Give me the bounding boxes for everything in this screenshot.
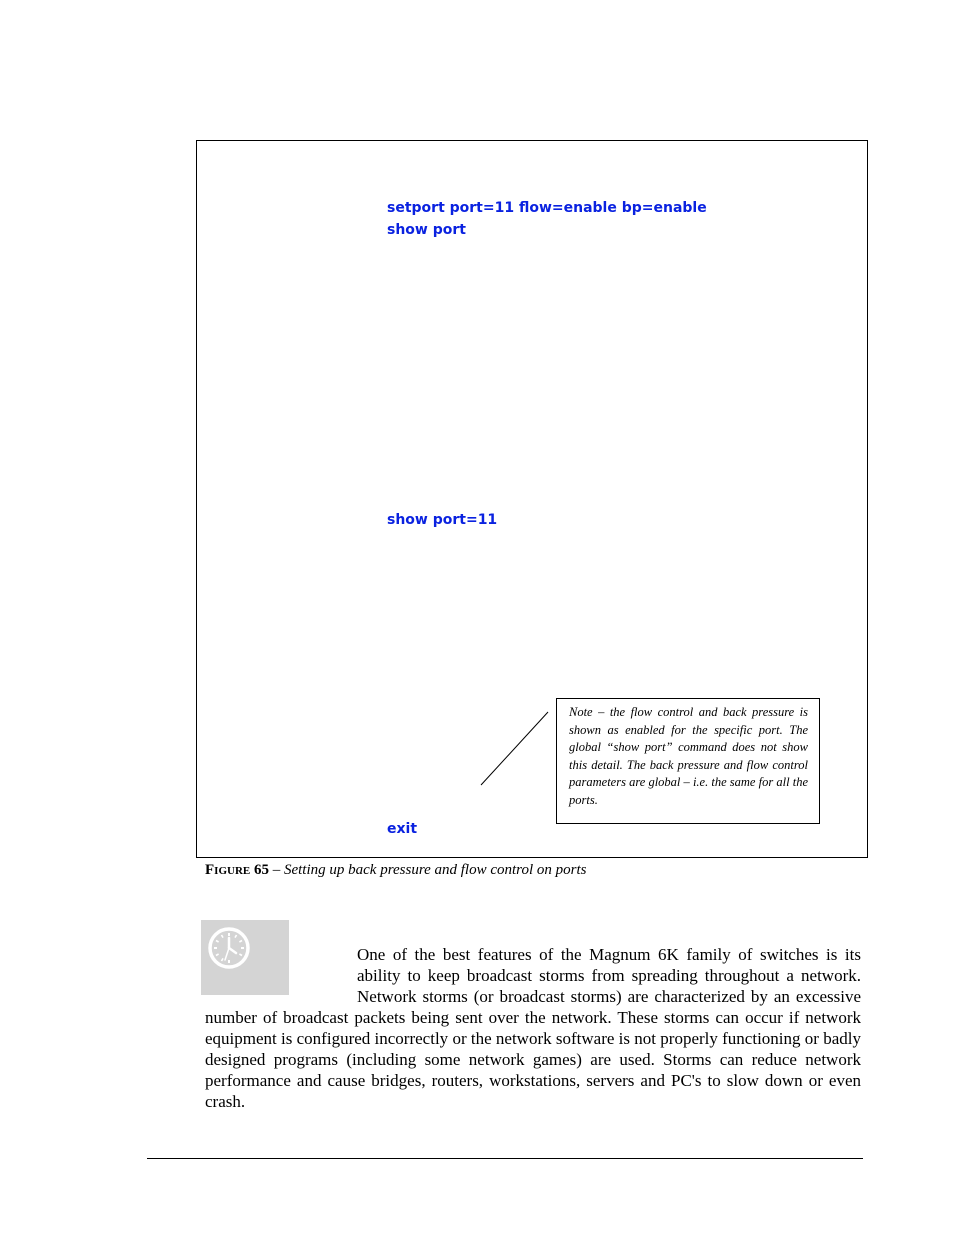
command-show-port-11: show port=11 (387, 512, 498, 528)
figure-caption (205, 860, 586, 880)
paragraph-text: One of the best features of the Magnum 6K family of switches is its ability to keep broadcast storms from spreading throughout a network. Network storms (or broadcast storms) are characterized by an excessive number of broadcast packets being sent over the network. These storms can occur if network equipment is configured incorrectly or the network software is not properly functioning or badly designed programs (including some network games) are used. Storms can reduce network performance and cause bridges, routers, workstations, servers and PC's to slow down or even crash. (205, 945, 861, 1111)
command-exit: exit (387, 821, 418, 837)
command-setport: setport port=11 flow=enable bp=enable (387, 200, 707, 216)
footer-rule (147, 1158, 863, 1159)
figure-caption-title: Setting up back pressure and flow control on ports (283, 862, 587, 878)
note-callout: Note – the flow control and back pressure is shown as enabled for the specific port. The global “show port” command does not show this detail. The back pressure and flow control parameters are global – i.e. the same for all the ports. (556, 698, 820, 824)
figure-caption-label: Figure 65 (205, 862, 269, 878)
command-show-port: show port (387, 222, 466, 238)
broadcast-storm-paragraph (205, 944, 861, 1112)
figure-caption-separator: – (268, 862, 284, 878)
